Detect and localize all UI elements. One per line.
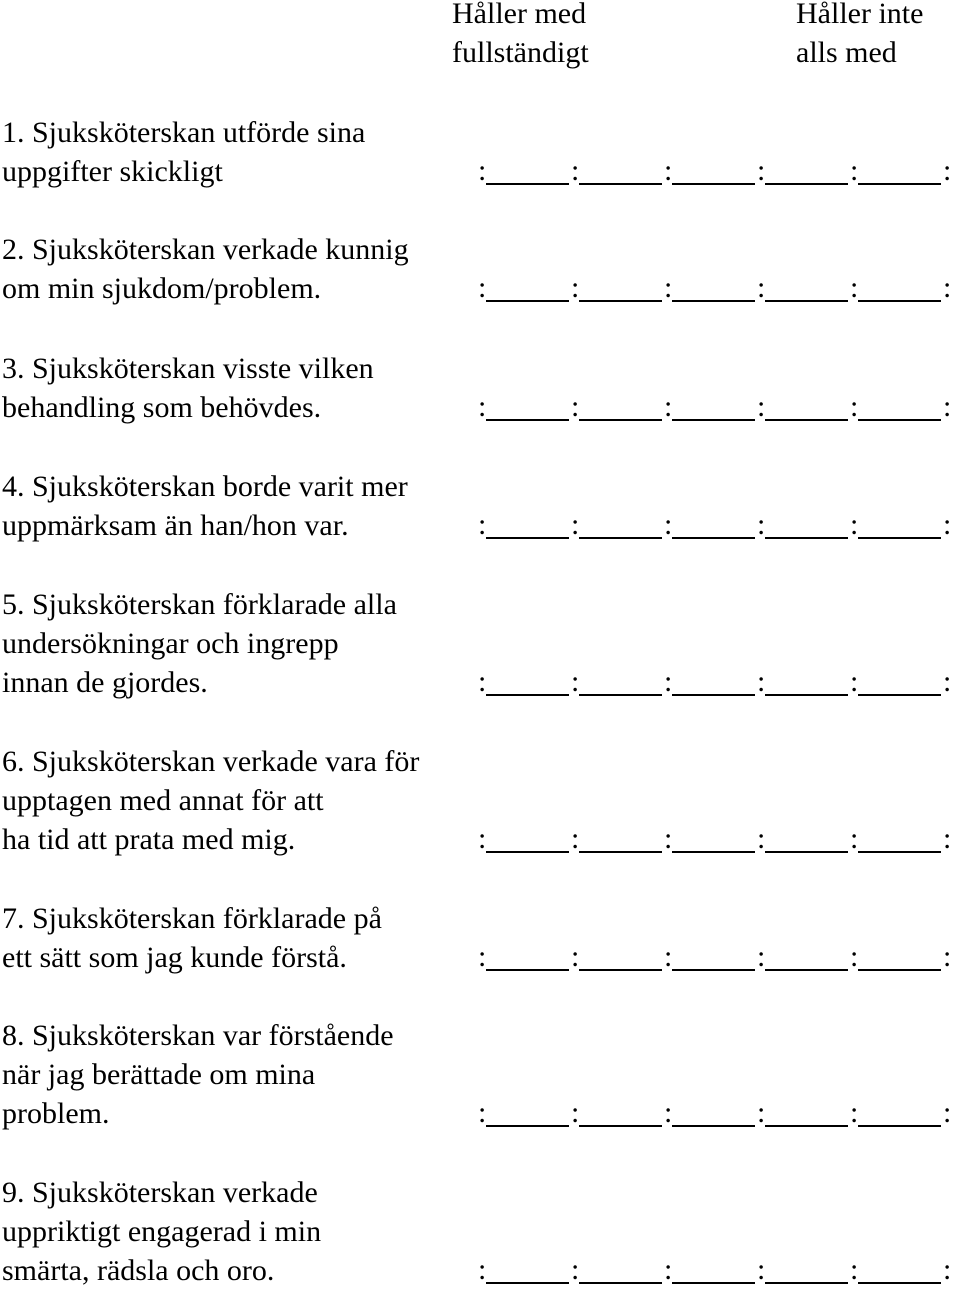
- rating-blank-5[interactable]: [858, 183, 941, 185]
- scale-label-agree-fully: Håller med fullständigt: [452, 0, 589, 69]
- scale-separator: :: [664, 271, 673, 304]
- question-8-line-3: problem.: [2, 1097, 110, 1130]
- scale-separator: :: [478, 940, 487, 973]
- scale-separator: :: [943, 940, 952, 973]
- rating-blank-2[interactable]: [579, 694, 662, 696]
- scale-label-disagree-fully: Håller inte alls med: [796, 0, 924, 69]
- scale-separator: :: [664, 508, 673, 541]
- question-2-line-2: om min sjukdom/problem.: [2, 272, 322, 305]
- scale-separator: :: [850, 1253, 859, 1286]
- scale-separator: :: [664, 1253, 673, 1286]
- scale-separator: :: [943, 154, 952, 187]
- question-8: [2, 1016, 472, 1133]
- scale-separator: :: [943, 1096, 952, 1129]
- scale-separator: :: [664, 1096, 673, 1129]
- rating-blank-4[interactable]: [765, 1282, 848, 1284]
- scale-separator: :: [664, 665, 673, 698]
- rating-blank-4[interactable]: [765, 300, 848, 302]
- rating-blank-3[interactable]: [672, 419, 755, 421]
- scale-separator: :: [478, 154, 487, 187]
- rating-blank-1[interactable]: [486, 1282, 569, 1284]
- scale-separator: :: [571, 1096, 580, 1129]
- question-3: [2, 349, 472, 427]
- rating-blank-1[interactable]: [486, 1125, 569, 1127]
- scale-separator: :: [571, 508, 580, 541]
- scale-separator: :: [943, 271, 952, 304]
- rating-scale-4[interactable]: [478, 506, 956, 545]
- question-9-line-2: uppriktigt engagerad i min: [2, 1215, 322, 1248]
- question-4-line-2: uppmärksam än han/hon var.: [2, 509, 349, 542]
- question-3-line-1: 3. Sjuksköterskan visste vilken: [2, 352, 374, 385]
- rating-scale-6[interactable]: [478, 820, 956, 859]
- scale-separator: :: [850, 665, 859, 698]
- rating-blank-3[interactable]: [672, 537, 755, 539]
- question-2: [2, 230, 472, 308]
- rating-blank-5[interactable]: [858, 1125, 941, 1127]
- question-4: [2, 467, 472, 545]
- scale-separator: :: [943, 1253, 952, 1286]
- rating-blank-5[interactable]: [858, 969, 941, 971]
- rating-blank-5[interactable]: [858, 694, 941, 696]
- scale-separator: :: [478, 508, 487, 541]
- scale-separator: :: [943, 390, 952, 423]
- rating-blank-4[interactable]: [765, 419, 848, 421]
- question-1-line-1: 1. Sjuksköterskan utförde sina: [2, 116, 366, 149]
- question-5: [2, 585, 472, 702]
- rating-blank-5[interactable]: [858, 300, 941, 302]
- scale-separator: :: [850, 1096, 859, 1129]
- question-9-line-1: 9. Sjuksköterskan verkade: [2, 1176, 318, 1209]
- rating-blank-4[interactable]: [765, 183, 848, 185]
- rating-blank-2[interactable]: [579, 300, 662, 302]
- scale-separator: :: [943, 508, 952, 541]
- question-6-line-3: ha tid att prata med mig.: [2, 823, 296, 856]
- scale-separator: :: [757, 154, 766, 187]
- scale-separator: :: [571, 271, 580, 304]
- question-9: [2, 1173, 472, 1290]
- scale-separator: :: [757, 1096, 766, 1129]
- rating-blank-5[interactable]: [858, 419, 941, 421]
- rating-blank-5[interactable]: [858, 851, 941, 853]
- question-6: [2, 742, 472, 859]
- rating-blank-2[interactable]: [579, 851, 662, 853]
- scale-separator: :: [664, 940, 673, 973]
- rating-blank-2[interactable]: [579, 419, 662, 421]
- scale-separator: :: [757, 665, 766, 698]
- rating-blank-4[interactable]: [765, 851, 848, 853]
- scale-separator: :: [943, 822, 952, 855]
- question-7-line-2: ett sätt som jag kunde förstå.: [2, 941, 347, 974]
- question-5-line-3: innan de gjordes.: [2, 666, 208, 699]
- question-7: [2, 899, 472, 977]
- question-5-line-1: 5. Sjuksköterskan förklarade alla: [2, 588, 397, 621]
- scale-separator: :: [571, 390, 580, 423]
- rating-blank-4[interactable]: [765, 694, 848, 696]
- rating-scale-3[interactable]: [478, 388, 956, 427]
- question-8-line-2: när jag berättade om mina: [2, 1058, 316, 1091]
- scale-separator: :: [478, 1253, 487, 1286]
- rating-scale-9[interactable]: [478, 1251, 956, 1290]
- rating-blank-3[interactable]: [672, 694, 755, 696]
- scale-separator: :: [850, 940, 859, 973]
- rating-blank-4[interactable]: [765, 537, 848, 539]
- rating-blank-1[interactable]: [486, 537, 569, 539]
- rating-blank-3[interactable]: [672, 1125, 755, 1127]
- question-6-line-1: 6. Sjuksköterskan verkade vara för: [2, 745, 420, 778]
- question-5-line-2: undersökningar och ingrepp: [2, 627, 339, 660]
- rating-scale-7[interactable]: [478, 938, 956, 977]
- scale-separator: :: [664, 390, 673, 423]
- scale-separator: :: [478, 1096, 487, 1129]
- scale-separator: :: [850, 390, 859, 423]
- rating-blank-1[interactable]: [486, 851, 569, 853]
- rating-scale-5[interactable]: [478, 663, 956, 702]
- scale-separator: :: [757, 1253, 766, 1286]
- question-4-line-1: 4. Sjuksköterskan borde varit mer: [2, 470, 408, 503]
- rating-blank-1[interactable]: [486, 300, 569, 302]
- rating-scale-2[interactable]: [478, 269, 956, 308]
- rating-blank-3[interactable]: [672, 969, 755, 971]
- rating-blank-1[interactable]: [486, 183, 569, 185]
- scale-separator: :: [571, 665, 580, 698]
- scale-separator: :: [478, 665, 487, 698]
- scale-separator: :: [850, 508, 859, 541]
- rating-blank-2[interactable]: [579, 1125, 662, 1127]
- rating-blank-1[interactable]: [486, 969, 569, 971]
- scale-separator: :: [850, 271, 859, 304]
- scale-separator: :: [757, 271, 766, 304]
- scale-separator: :: [757, 508, 766, 541]
- rating-blank-4[interactable]: [765, 1125, 848, 1127]
- scale-separator: :: [757, 822, 766, 855]
- scale-separator: :: [850, 822, 859, 855]
- rating-blank-3[interactable]: [672, 851, 755, 853]
- scale-separator: :: [571, 154, 580, 187]
- question-7-line-1: 7. Sjuksköterskan förklarade på: [2, 902, 382, 935]
- rating-blank-2[interactable]: [579, 1282, 662, 1284]
- scale-separator: :: [664, 154, 673, 187]
- rating-blank-3[interactable]: [672, 183, 755, 185]
- question-9-line-3: smärta, rädsla och oro.: [2, 1254, 275, 1287]
- scale-separator: :: [757, 940, 766, 973]
- scale-separator: :: [571, 1253, 580, 1286]
- question-2-line-1: 2. Sjuksköterskan verkade kunnig: [2, 233, 409, 266]
- rating-blank-3[interactable]: [672, 1282, 755, 1284]
- question-1-line-2: uppgifter skickligt: [2, 155, 223, 188]
- scale-separator: :: [478, 822, 487, 855]
- rating-blank-2[interactable]: [579, 969, 662, 971]
- rating-scale-1[interactable]: [478, 152, 956, 191]
- question-6-line-2: upptagen med annat för att: [2, 784, 324, 817]
- scale-separator: :: [850, 154, 859, 187]
- rating-blank-2[interactable]: [579, 183, 662, 185]
- rating-blank-3[interactable]: [672, 300, 755, 302]
- scale-separator: :: [571, 822, 580, 855]
- scale-separator: :: [943, 665, 952, 698]
- scale-separator: :: [478, 271, 487, 304]
- scale-separator: :: [571, 940, 580, 973]
- rating-scale-8[interactable]: [478, 1094, 956, 1133]
- rating-blank-5[interactable]: [858, 1282, 941, 1284]
- rating-blank-2[interactable]: [579, 537, 662, 539]
- rating-blank-5[interactable]: [858, 537, 941, 539]
- question-8-line-1: 8. Sjuksköterskan var förstående: [2, 1019, 394, 1052]
- scale-separator: :: [757, 390, 766, 423]
- rating-blank-1[interactable]: [486, 419, 569, 421]
- question-3-line-2: behandling som behövdes.: [2, 391, 322, 424]
- rating-blank-4[interactable]: [765, 969, 848, 971]
- question-1: [2, 113, 472, 191]
- scale-separator: :: [664, 822, 673, 855]
- scale-separator: :: [478, 390, 487, 423]
- rating-blank-1[interactable]: [486, 694, 569, 696]
